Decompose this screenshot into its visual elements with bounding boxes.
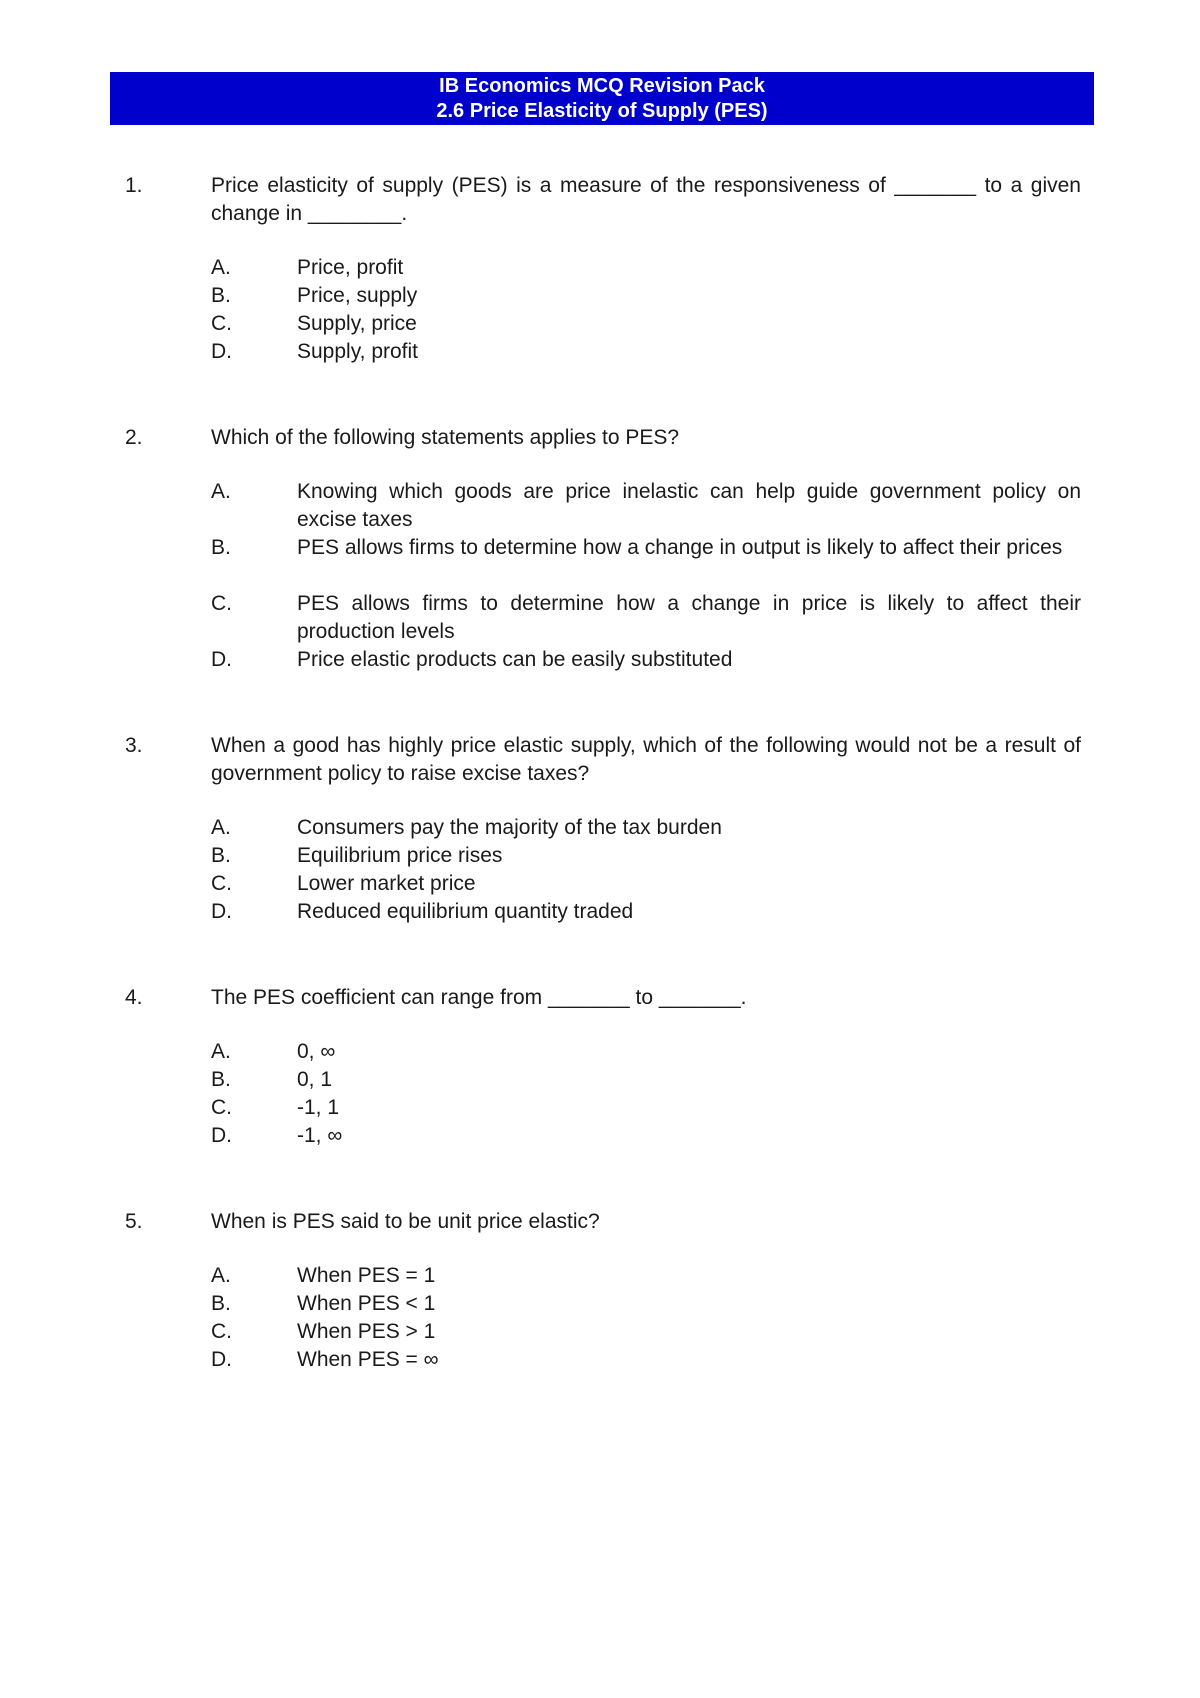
document-subtitle: 2.6 Price Elasticity of Supply (PES) <box>436 100 768 122</box>
option-a <box>0 814 1200 842</box>
option-letter: C. <box>211 312 232 335</box>
option-text: Consumers pay the majority of the tax burden <box>297 816 722 839</box>
option-c <box>0 1318 1200 1346</box>
option-letter: D. <box>211 1124 232 1147</box>
option-letter: B. <box>211 536 231 559</box>
option-text: Equilibrium price rises <box>297 844 503 867</box>
question-number: 4. <box>125 986 143 1009</box>
option-letter: A. <box>211 1040 231 1063</box>
question-1-options <box>0 254 1200 366</box>
option-letter: A. <box>211 256 231 279</box>
option-text: When PES = 1 <box>297 1264 436 1287</box>
question-text: Which of the following statements applies to PES? <box>211 426 680 449</box>
option-c <box>0 590 1200 646</box>
option-b <box>0 1290 1200 1318</box>
option-text: Price, supply <box>297 284 418 307</box>
option-text: When PES < 1 <box>297 1292 436 1315</box>
option-letter: A. <box>211 816 231 839</box>
option-letter: D. <box>211 1348 232 1371</box>
option-b <box>0 534 1200 590</box>
option-letter: C. <box>211 592 232 615</box>
option-letter: B. <box>211 284 231 307</box>
option-d <box>0 898 1200 926</box>
option-letter: C. <box>211 1096 232 1119</box>
option-text: Knowing which goods are price inelastic can help guide government policy on excise taxes <box>297 480 1081 531</box>
option-a <box>0 254 1200 282</box>
question-text: When is PES said to be unit price elastic? <box>211 1210 600 1233</box>
option-text: 0, 1 <box>297 1068 333 1091</box>
option-text: PES allows firms to determine how a change in price is likely to affect their production levels <box>297 592 1081 643</box>
option-a <box>0 478 1200 534</box>
option-letter: A. <box>211 1264 231 1287</box>
option-text: PES allows firms to determine how a change in output is likely to affect their prices <box>297 536 1063 559</box>
option-a <box>0 1038 1200 1066</box>
question-number: 5. <box>125 1210 143 1233</box>
option-c <box>0 870 1200 898</box>
option-b <box>0 282 1200 310</box>
option-text: When PES > 1 <box>297 1320 436 1343</box>
option-text: 0, ∞ <box>297 1040 336 1063</box>
option-text: Reduced equilibrium quantity traded <box>297 900 634 923</box>
option-letter: B. <box>211 844 231 867</box>
question-text: Price elasticity of supply (PES) is a measure of the responsiveness of _______ to a given change in ________. <box>211 174 1081 225</box>
option-letter: B. <box>211 1292 231 1315</box>
option-letter: A. <box>211 480 231 503</box>
option-text: Supply, price <box>297 312 417 335</box>
option-letter: C. <box>211 872 232 895</box>
question-number: 3. <box>125 734 143 757</box>
option-b <box>0 842 1200 870</box>
question-number: 2. <box>125 426 143 449</box>
option-d <box>0 338 1200 366</box>
option-text: Price, profit <box>297 256 404 279</box>
question-number: 1. <box>125 174 143 197</box>
document-title-banner <box>110 72 1094 125</box>
question-3-options <box>0 814 1200 926</box>
option-text: Price elastic products can be easily substituted <box>297 648 733 671</box>
option-d <box>0 1346 1200 1374</box>
document-title: IB Economics MCQ Revision Pack <box>439 75 765 97</box>
option-d <box>0 1122 1200 1150</box>
option-text: Lower market price <box>297 872 476 895</box>
option-text: Supply, profit <box>297 340 419 363</box>
question-2-options <box>0 478 1200 674</box>
option-letter: B. <box>211 1068 231 1091</box>
option-text: When PES = ∞ <box>297 1348 439 1371</box>
option-letter: D. <box>211 900 232 923</box>
option-d <box>0 646 1200 674</box>
question-5-options <box>0 1262 1200 1374</box>
option-letter: C. <box>211 1320 232 1343</box>
question-text: When a good has highly price elastic supply, which of the following would not be a result of government policy to raise excise taxes? <box>211 734 1081 785</box>
option-c <box>0 1094 1200 1122</box>
option-a <box>0 1262 1200 1290</box>
option-b <box>0 1066 1200 1094</box>
option-letter: D. <box>211 340 232 363</box>
question-text: The PES coefficient can range from _______ to _______. <box>211 986 747 1009</box>
option-letter: D. <box>211 648 232 671</box>
question-4-options <box>0 1038 1200 1150</box>
option-c <box>0 310 1200 338</box>
option-text: -1, 1 <box>297 1096 340 1119</box>
option-text: -1, ∞ <box>297 1124 343 1147</box>
